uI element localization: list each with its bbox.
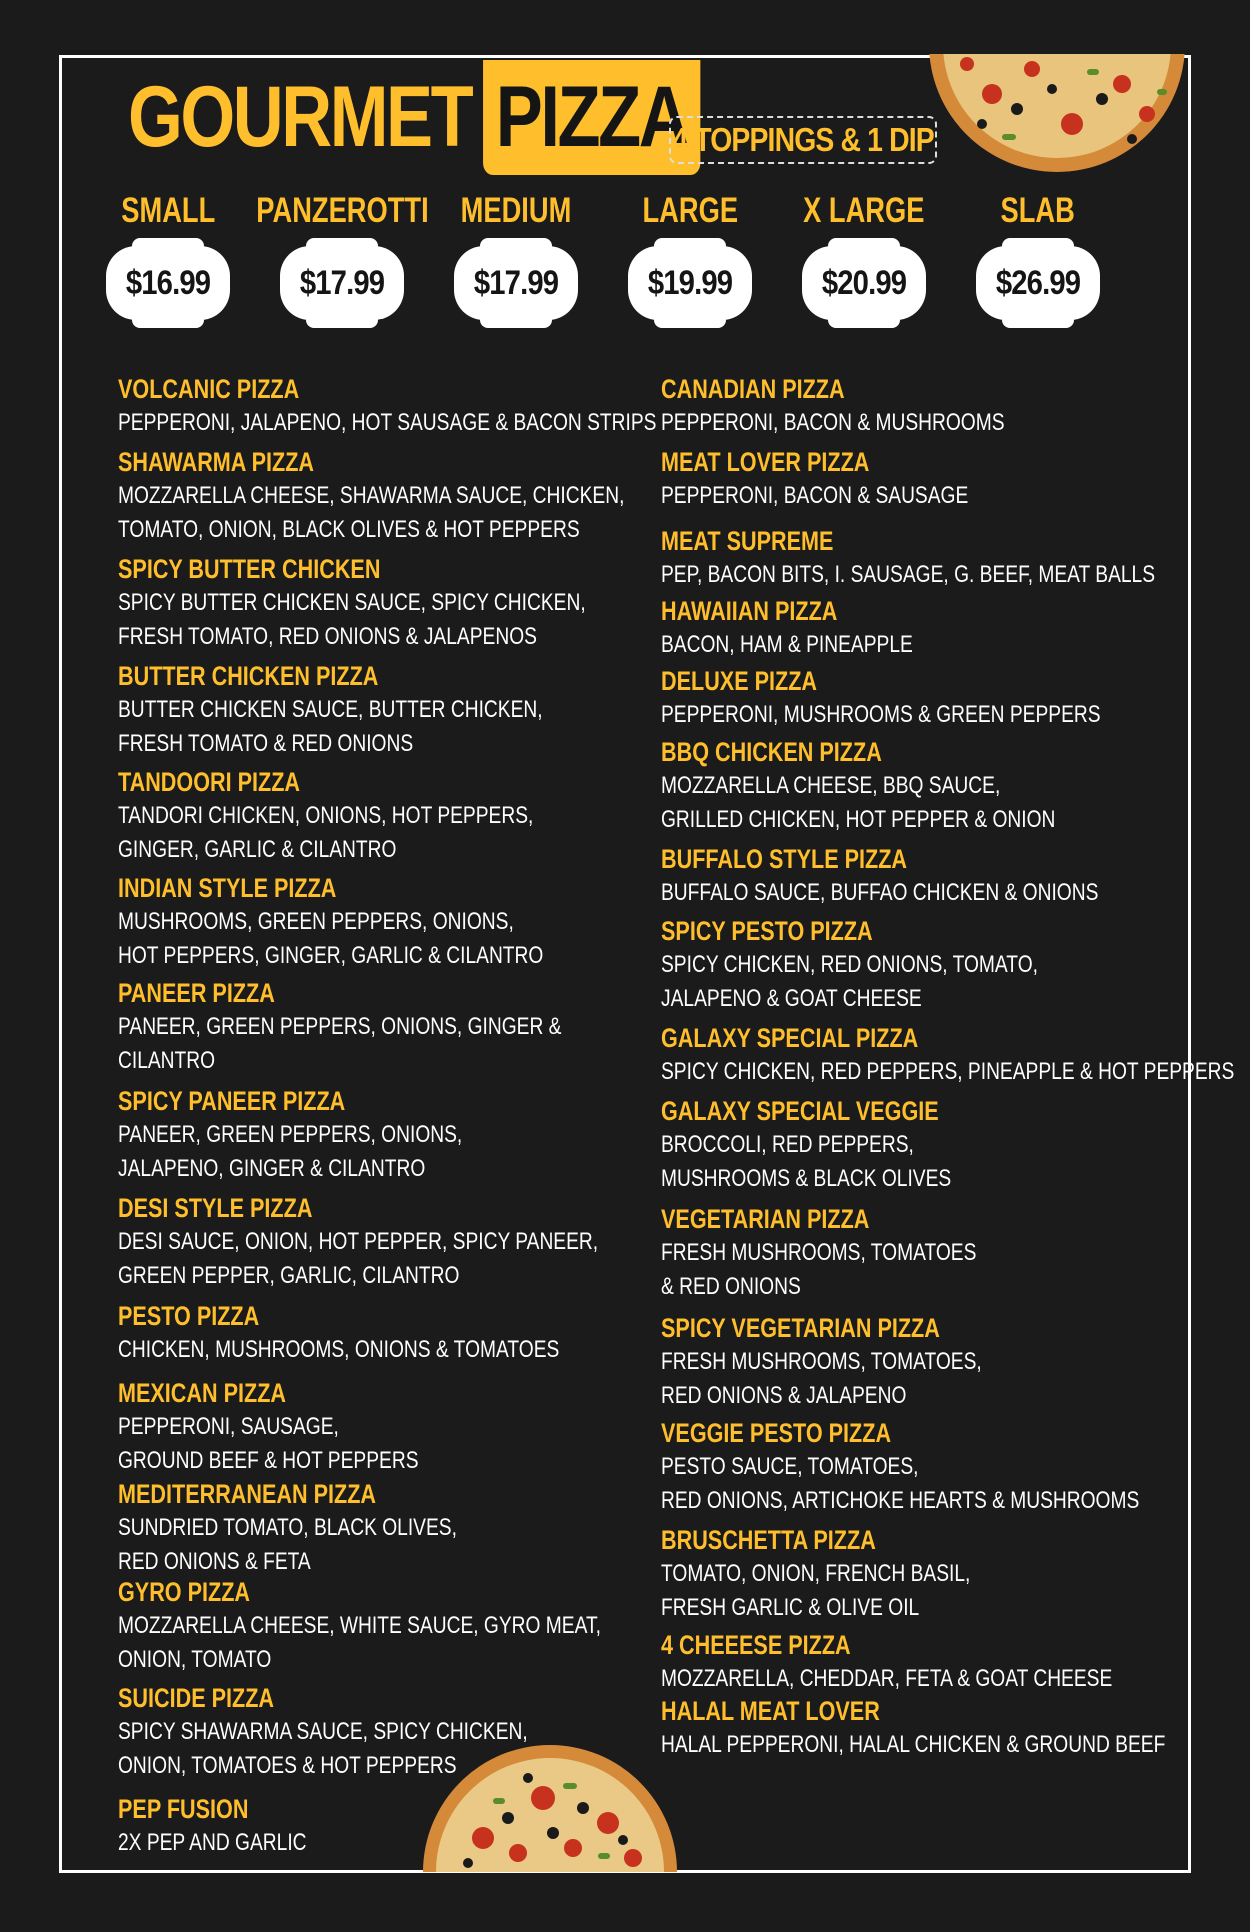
item-name: SPICY VEGETARIAN PIZZA — [661, 1313, 940, 1343]
item-desc: PEP, BACON BITS, I. SAUSAGE, G. BEEF, MEAT BALLS — [661, 561, 1156, 588]
toppings-badge — [669, 116, 937, 164]
item-name: BUTTER CHICKEN PIZZA — [118, 661, 379, 691]
item-name: SHAWARMA PIZZA — [118, 447, 314, 477]
item-desc: MUSHROOMS & BLACK OLIVES — [661, 1165, 952, 1192]
menu-item-spicy-pesto — [661, 914, 1132, 1016]
item-name: DESI STYLE PIZZA — [118, 1193, 313, 1223]
item-desc: PESTO SAUCE, TOMATOES, — [661, 1453, 919, 1480]
size-medium — [446, 188, 586, 320]
item-name: BBQ CHICKEN PIZZA — [661, 737, 882, 767]
item-name: INDIAN STYLE PIZZA — [118, 873, 337, 903]
item-name: HAWAIIAN PIZZA — [661, 596, 838, 626]
item-desc: MOZZARELLA CHEESE, WHITE SAUCE, GYRO MEAT, — [118, 1612, 601, 1639]
item-name: MEAT SUPREME — [661, 526, 834, 556]
item-name: VEGETARIAN PIZZA — [661, 1204, 870, 1234]
item-desc: GINGER, GARLIC & CILANTRO — [118, 836, 397, 863]
item-name: SPICY BUTTER CHICKEN — [118, 554, 381, 584]
item-name: SPICY PESTO PIZZA — [661, 916, 873, 946]
item-desc: RED ONIONS & FETA — [118, 1548, 311, 1575]
size-price: $17.99 — [454, 246, 578, 320]
menu-item-paneer — [118, 976, 672, 1078]
menu-item-spicy-paneer — [118, 1084, 548, 1186]
page-title — [128, 60, 700, 175]
item-name: VEGGIE PESTO PIZZA — [661, 1418, 892, 1448]
menu-item-bruschetta — [661, 1523, 1048, 1625]
item-desc: HALAL PEPPERONI, HALAL CHICKEN & GROUND BEEF — [661, 1731, 1166, 1758]
size-panzerotti — [255, 188, 429, 320]
size-price: $16.99 — [106, 246, 230, 320]
item-desc: SPICY CHICKEN, RED ONIONS, TOMATO, — [661, 951, 1038, 978]
item-desc: PANEER, GREEN PEPPERS, ONIONS, GINGER & — [118, 1013, 562, 1040]
item-desc: PEPPERONI, MUSHROOMS & GREEN PEPPERS — [661, 701, 1101, 728]
item-name: PEP FUSION — [118, 1794, 249, 1824]
item-desc: MUSHROOMS, GREEN PEPPERS, ONIONS, — [118, 908, 514, 935]
item-desc: CHICKEN, MUSHROOMS, ONIONS & TOMATOES — [118, 1336, 560, 1363]
item-desc: JALAPENO, GINGER & CILANTRO — [118, 1155, 426, 1182]
item-desc: GROUND BEEF & HOT PEPPERS — [118, 1447, 419, 1474]
toppings-badge-text: 4 TOPPINGS & 1 DIP — [672, 121, 934, 158]
item-name: PESTO PIZZA — [118, 1301, 260, 1331]
item-desc: FRESH TOMATO, RED ONIONS & JALAPENOS — [118, 623, 537, 650]
menu-item-halal-meat-lover — [661, 1694, 1250, 1762]
size-price: $17.99 — [280, 246, 404, 320]
menu-item-desi-style — [118, 1191, 718, 1293]
menu-item-meat-supreme — [661, 524, 1250, 592]
item-desc: RED ONIONS, ARTICHOKE HEARTS & MUSHROOMS — [661, 1487, 1140, 1514]
item-desc: 2X PEP AND GARLIC — [118, 1829, 307, 1856]
title-word-gourmet: GOURMET — [128, 69, 472, 165]
item-desc: BUFFALO SAUCE, BUFFAO CHICKEN & ONIONS — [661, 879, 1099, 906]
size-price-row — [98, 188, 1154, 338]
item-desc: ONION, TOMATO — [118, 1646, 272, 1673]
menu-item-spicy-butter-chicken — [118, 552, 703, 654]
item-name: BUFFALO STYLE PIZZA — [661, 844, 907, 874]
menu-item-bbq-chicken — [661, 735, 1154, 837]
item-desc: JALAPENO & GOAT CHEESE — [661, 985, 922, 1012]
item-desc: MOZZARELLA, CHEDDAR, FETA & GOAT CHEESE — [661, 1665, 1113, 1692]
size-name: PANZEROTTI — [255, 191, 429, 230]
item-desc: TOMATO, ONION, BLACK OLIVES & HOT PEPPERS — [118, 516, 580, 543]
item-name: PANEER PIZZA — [118, 978, 275, 1008]
item-name: DELUXE PIZZA — [661, 666, 818, 696]
item-name: 4 CHEEESE PIZZA — [661, 1630, 851, 1660]
item-desc: DESI SAUCE, ONION, HOT PEPPER, SPICY PANEER, — [118, 1228, 599, 1255]
menu-item-tandoori — [118, 765, 637, 867]
menu-item-mexican — [118, 1376, 494, 1478]
item-name: BRUSCHETTA PIZZA — [661, 1525, 876, 1555]
size-name: X LARGE — [803, 191, 925, 230]
item-name: MEXICAN PIZZA — [118, 1378, 287, 1408]
item-desc: SPICY SHAWARMA SAUCE, SPICY CHICKEN, — [118, 1718, 528, 1745]
menu-item-veggie-pesto — [661, 1416, 1250, 1518]
menu-item-mediterranean — [118, 1477, 542, 1579]
item-name: SUICIDE PIZZA — [118, 1683, 275, 1713]
item-desc: MOZZARELLA CHEESE, SHAWARMA SAUCE, CHICKEN, — [118, 482, 625, 509]
item-name: GYRO PIZZA — [118, 1577, 251, 1607]
item-name: MEAT LOVER PIZZA — [661, 447, 870, 477]
item-desc: PEPPERONI, JALAPENO, HOT SAUSAGE & BACON STRIPS — [118, 409, 657, 436]
menu-item-pep-fusion — [118, 1792, 354, 1860]
menu-item-buffalo-style — [661, 842, 1208, 910]
item-desc: TOMATO, ONION, FRENCH BASIL, — [661, 1560, 971, 1587]
item-desc: GRILLED CHICKEN, HOT PEPPER & ONION — [661, 806, 1056, 833]
item-desc: PANEER, GREEN PEPPERS, ONIONS, — [118, 1121, 463, 1148]
item-desc: BROCCOLI, RED PEPPERS, — [661, 1131, 914, 1158]
menu-item-galaxy-special — [661, 1021, 1250, 1089]
item-desc: PEPPERONI, BACON & MUSHROOMS — [661, 409, 1005, 436]
menu-item-suicide — [118, 1681, 630, 1783]
item-name: GALAXY SPECIAL VEGGIE — [661, 1096, 939, 1126]
item-desc: FRESH MUSHROOMS, TOMATOES, — [661, 1348, 982, 1375]
item-desc: ONION, TOMATOES & HOT PEPPERS — [118, 1752, 457, 1779]
size-slab — [968, 188, 1108, 320]
item-desc: HOT PEPPERS, GINGER, GARLIC & CILANTRO — [118, 942, 544, 969]
item-desc: RED ONIONS & JALAPENO — [661, 1382, 907, 1409]
item-name: CANADIAN PIZZA — [661, 374, 845, 404]
item-name: VOLCANIC PIZZA — [118, 374, 300, 404]
size-name: LARGE — [642, 191, 738, 230]
item-name: GALAXY SPECIAL PIZZA — [661, 1023, 919, 1053]
item-desc: BUTTER CHICKEN SAUCE, BUTTER CHICKEN, — [118, 696, 543, 723]
menu-item-pesto — [118, 1299, 670, 1367]
title-word-pizza: PIZZA — [483, 60, 701, 175]
menu-item-deluxe — [661, 664, 1210, 732]
menu-item-spicy-vegetarian — [661, 1311, 1062, 1413]
item-desc: BACON, HAM & PINEAPPLE — [661, 631, 913, 658]
menu-item-hawaiian — [661, 594, 976, 662]
item-name: SPICY PANEER PIZZA — [118, 1086, 346, 1116]
size-name: MEDIUM — [460, 191, 572, 230]
menu-item-butter-chicken — [118, 659, 649, 761]
menu-item-canadian — [661, 372, 1090, 440]
menu-item-4-cheese — [661, 1628, 1225, 1696]
item-desc: SUNDRIED TOMATO, BLACK OLIVES, — [118, 1514, 457, 1541]
menu-item-meat-lover — [661, 445, 1045, 513]
menu-item-shawarma — [118, 445, 751, 547]
item-desc: MOZZARELLA CHEESE, BBQ SAUCE, — [661, 772, 1001, 799]
item-desc: FRESH TOMATO & RED ONIONS — [118, 730, 414, 757]
size-name: SMALL — [120, 191, 216, 230]
item-name: MEDITERRANEAN PIZZA — [118, 1479, 376, 1509]
size-name: SLAB — [1000, 191, 1076, 230]
item-name: TANDOORI PIZZA — [118, 767, 300, 797]
size-price: $19.99 — [628, 246, 752, 320]
size-x-large — [794, 188, 934, 320]
item-desc: SPICY CHICKEN, RED PEPPERS, PINEAPPLE & HOT PEPPERS — [661, 1058, 1235, 1085]
item-desc: SPICY BUTTER CHICKEN SAUCE, SPICY CHICKEN, — [118, 589, 586, 616]
size-price: $20.99 — [802, 246, 926, 320]
menu-item-gyro — [118, 1575, 722, 1677]
item-desc: PEPPERONI, BACON & SAUSAGE — [661, 482, 969, 509]
size-large — [620, 188, 760, 320]
item-desc: FRESH GARLIC & OLIVE OIL — [661, 1594, 920, 1621]
menu-item-indian-style — [118, 871, 650, 973]
item-desc: PEPPERONI, SAUSAGE, — [118, 1413, 339, 1440]
menu-item-galaxy-veggie — [661, 1094, 1024, 1196]
item-desc: TANDORI CHICKEN, ONIONS, HOT PEPPERS, — [118, 802, 534, 829]
item-desc: FRESH MUSHROOMS, TOMATOES — [661, 1239, 977, 1266]
size-price: $26.99 — [976, 246, 1100, 320]
size-small — [98, 188, 238, 320]
item-desc: GREEN PEPPER, GARLIC, CILANTRO — [118, 1262, 460, 1289]
menu-item-vegetarian — [661, 1202, 1055, 1304]
item-desc: CILANTRO — [118, 1047, 216, 1074]
item-desc: & RED ONIONS — [661, 1273, 801, 1300]
item-name: HALAL MEAT LOVER — [661, 1696, 880, 1726]
pizza-image-top — [922, 54, 1192, 174]
